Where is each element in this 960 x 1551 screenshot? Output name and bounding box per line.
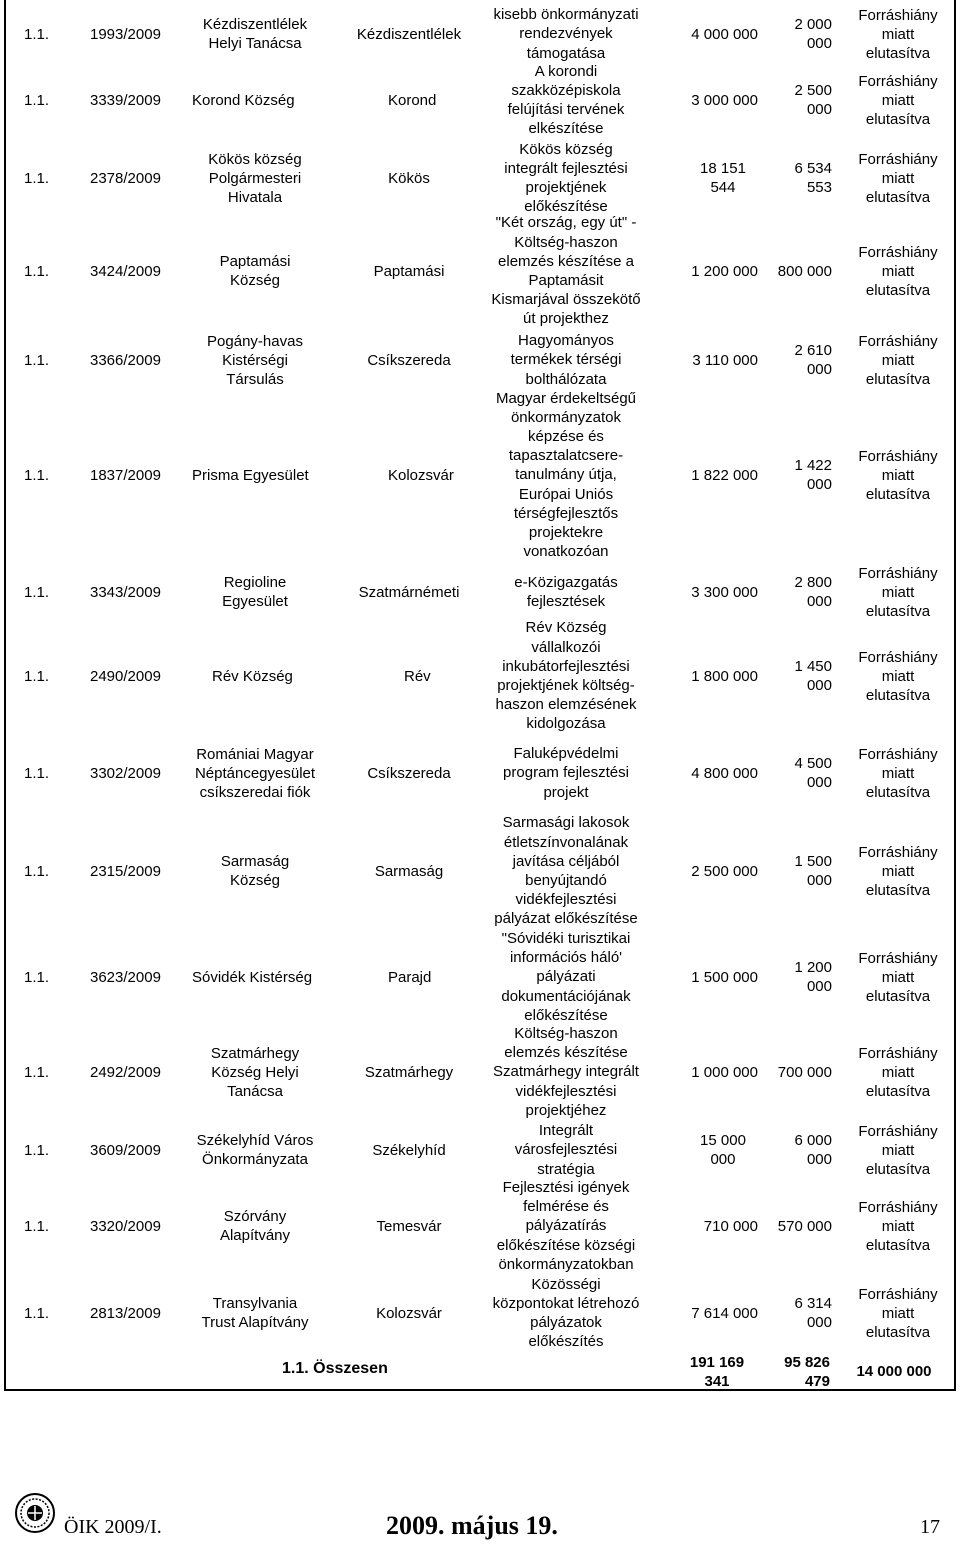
row-number: 1.1. [24,968,50,986]
total-label: 1.1. Összesen [282,1360,388,1377]
project-title: Faluképvédelmi program fejlesztési projekt [503,745,629,801]
requested-amount: 1 000 000 [691,1063,758,1081]
table-row [4,140,956,216]
registration-number: 2315/2009 [90,862,161,880]
requested-amount: 4 000 000 [691,25,758,43]
beneficiary: Regioline Egyesület [222,574,288,610]
row-number: 1.1. [24,466,50,484]
proposed-amount: 2 500 000 [794,82,832,118]
registration-number: 3339/2009 [90,91,161,109]
registration-number: 2492/2009 [90,1063,161,1081]
beneficiary: Prisma Egyesület [192,466,309,484]
proposed-amount: 1 422 000 [794,457,832,493]
proposed-amount: 2 000 000 [794,16,832,52]
registration-number: 3302/2009 [90,764,161,782]
registration-number: 3424/2009 [90,262,161,280]
total-requested: 191 169 341 [689,1354,745,1390]
registration-number: 3623/2009 [90,968,161,986]
decision: Forráshiány miatt elutasítva [858,243,938,299]
location: Kolozsvár [376,1304,442,1322]
table-row [4,62,956,138]
row-number: 1.1. [24,1063,50,1081]
requested-amount: 4 800 000 [691,764,758,782]
decision: Forráshiány miatt elutasítva [858,564,938,620]
decision: Forráshiány miatt elutasítva [858,72,938,128]
registration-number: 2813/2009 [90,1304,161,1322]
table-row [4,214,956,328]
beneficiary: Pogány-havas Kistérségi Társulás [207,332,303,388]
requested-amount: 18 151 544 [700,160,746,196]
requested-amount: 2 500 000 [691,862,758,880]
location: Sarmaság [374,862,444,880]
table-row [4,388,956,562]
decision: Forráshiány miatt elutasítva [858,745,938,801]
beneficiary: Transylvania Trust Alapítvány [201,1295,309,1331]
decision: Forráshiány miatt elutasítva [858,1198,938,1254]
project-title: Hagyományos termékek térségi bolthálózata [510,332,622,388]
total-available: 14 000 000 [856,1363,932,1380]
page-number: 17 [920,1516,940,1538]
table-row [4,1024,956,1120]
proposed-amount: 6 000 000 [794,1132,832,1168]
proposed-amount: 1 500 000 [794,853,832,889]
registration-number: 3343/2009 [90,583,161,601]
requested-amount: 1 200 000 [691,262,758,280]
beneficiary: Romániai Magyar Néptáncegyesület csíkszeredai fiók [194,745,316,801]
location: Paptamási [373,262,445,280]
registration-number: 1993/2009 [90,25,161,43]
location: Csíkszereda [367,764,451,782]
beneficiary: Kézdiszentlélek Helyi Tanácsa [202,16,308,52]
requested-amount: 3 110 000 [692,351,758,369]
location: Székelyhíd [372,1141,446,1159]
beneficiary: Kökös község Polgármesteri Hivatala [208,150,302,206]
row-number: 1.1. [24,1304,50,1322]
beneficiary-location [180,62,474,138]
location: Korond [388,91,437,109]
decision: Forráshiány miatt elutasítva [858,150,938,206]
requested-amount: 710 000 [703,1217,758,1235]
project-title: kisebb önkormányzati rendezvények támogatása [493,6,639,62]
page-footer [0,1490,960,1550]
beneficiary: Székelyhíd Város Önkormányzata [196,1132,314,1168]
location: Szatmárhegy [364,1063,454,1081]
location: Csíkszereda [367,351,451,369]
project-title: Költség-haszon elemzés készítése Szatmárhegy integrált vidékfejlesztési projektjéhez [493,1025,639,1119]
location: Kökös [388,169,430,187]
beneficiary-location [180,928,474,1026]
table-row [4,1178,956,1274]
project-title: e-Közigazgatás fejlesztések [514,573,618,610]
project-title: "Két ország, egy út" - Költség-haszon elemzés készítése a Paptamásit Kismarjával összekötő út projekthez [491,214,641,328]
requested-amount: 15 000 000 [700,1132,746,1168]
proposed-amount: 570 000 [777,1217,832,1235]
project-title: Sarmasági lakosok étletszínvonalának javítása céljából benyújtandó vidékfejlesztési pályázat előkészítése [494,814,638,928]
proposed-amount: 6 314 000 [794,1295,832,1331]
decision: Forráshiány miatt elutasítva [858,843,938,899]
row-number: 1.1. [24,25,50,43]
table-row [4,330,956,390]
project-title: Magyar érdekeltségű önkormányzatok képzése és tapasztalatcsere- tanulmány útja, Európai Uniós térségfejlesztős projektekre vonatkozóan [495,389,637,561]
row-number: 1.1. [24,91,50,109]
proposed-amount: 700 000 [777,1063,832,1081]
proposed-amount: 2 610 000 [794,342,832,378]
registration-number: 3366/2009 [90,351,161,369]
table-row [4,928,956,1026]
seal-logo-icon [14,1492,56,1534]
proposed-amount: 800 000 [777,262,832,280]
project-title: Kökös község integrált fejlesztési projektjének előkészítése [504,140,628,216]
project-title: Rév Község vállalkozói inkubátorfejlesztési projektjének költség- haszon elemzésének kidolgozása [495,619,637,733]
footer-publication: ÖIK 2009/I. [64,1516,162,1538]
registration-number: 3609/2009 [90,1141,161,1159]
proposed-amount: 1 450 000 [794,658,832,694]
decision: Forráshiány miatt elutasítva [858,1044,938,1100]
beneficiary: Sarmaság Község [220,853,290,889]
row-number: 1.1. [24,1217,50,1235]
location: Kolozsvár [388,466,454,484]
decision: Forráshiány miatt elutasítva [858,6,938,62]
beneficiary: Korond Község [192,91,295,109]
decision: Forráshiány miatt elutasítva [858,1285,938,1341]
project-title: Közösségi központokat létrehozó pályázatok előkészítés [492,1275,640,1351]
project-title: A korondi szakközépiskola felújítási tervének elkészítése [507,62,625,138]
registration-number: 2378/2009 [90,169,161,187]
beneficiary: Rév Község [212,667,293,685]
decision: Forráshiány miatt elutasítva [858,1122,938,1178]
beneficiary-location [180,388,474,562]
decision: Forráshiány miatt elutasítva [858,949,938,1005]
row-number: 1.1. [24,169,50,187]
row-number: 1.1. [24,1141,50,1159]
decision: Forráshiány miatt elutasítva [858,447,938,503]
registration-number: 2490/2009 [90,667,161,685]
project-title: Fejlesztési igények felmérése és pályázatírás előkészítése községi önkormányzatokban [496,1179,636,1273]
proposed-amount: 1 200 000 [794,959,832,995]
total-proposed: 95 826 479 [784,1354,830,1390]
requested-amount: 3 300 000 [691,583,758,601]
project-title: "Sóvidéki turisztikai információs háló' pályázati dokumentációjának előkészítése [501,929,631,1024]
proposed-amount: 2 800 000 [794,574,832,610]
beneficiary-location [180,618,474,734]
location: Kézdiszentlélek [356,25,462,43]
table-row [4,1120,956,1180]
beneficiary: Paptamási Község [219,253,291,289]
requested-amount: 1 800 000 [691,667,758,685]
location: Temesvár [376,1217,442,1235]
row-number: 1.1. [24,667,50,685]
decision: Forráshiány miatt elutasítva [858,332,938,388]
table-row [4,742,956,804]
beneficiary: Szatmárhegy Község Helyi Tanácsa [210,1044,300,1100]
row-number: 1.1. [24,764,50,782]
table-row [4,1274,956,1352]
row-number: 1.1. [24,583,50,601]
table-row [4,812,956,930]
table-row [4,562,956,622]
location: Szatmárnémeti [358,583,460,601]
proposed-amount: 6 534 553 [794,160,832,196]
registration-number: 3320/2009 [90,1217,161,1235]
requested-amount: 7 614 000 [691,1304,758,1322]
location: Parajd [388,968,432,986]
beneficiary: Szórvány Alapítvány [219,1208,291,1244]
beneficiary: Sóvidék Kistérség [192,968,313,986]
requested-amount: 1 822 000 [691,466,758,484]
row-number: 1.1. [24,862,50,880]
table-row [4,8,956,60]
row-number: 1.1. [24,262,50,280]
requested-amount: 1 500 000 [691,968,758,986]
requested-amount: 3 000 000 [691,91,758,109]
table-row [4,618,956,734]
proposed-amount: 4 500 000 [794,755,832,791]
decision: Forráshiány miatt elutasítva [858,648,938,704]
location: Rév [404,667,431,685]
registration-number: 1837/2009 [90,466,161,484]
project-title: Integrált városfejlesztési stratégia [514,1122,618,1178]
footer-date: 2009. május 19. [386,1511,558,1540]
row-number: 1.1. [24,351,50,369]
